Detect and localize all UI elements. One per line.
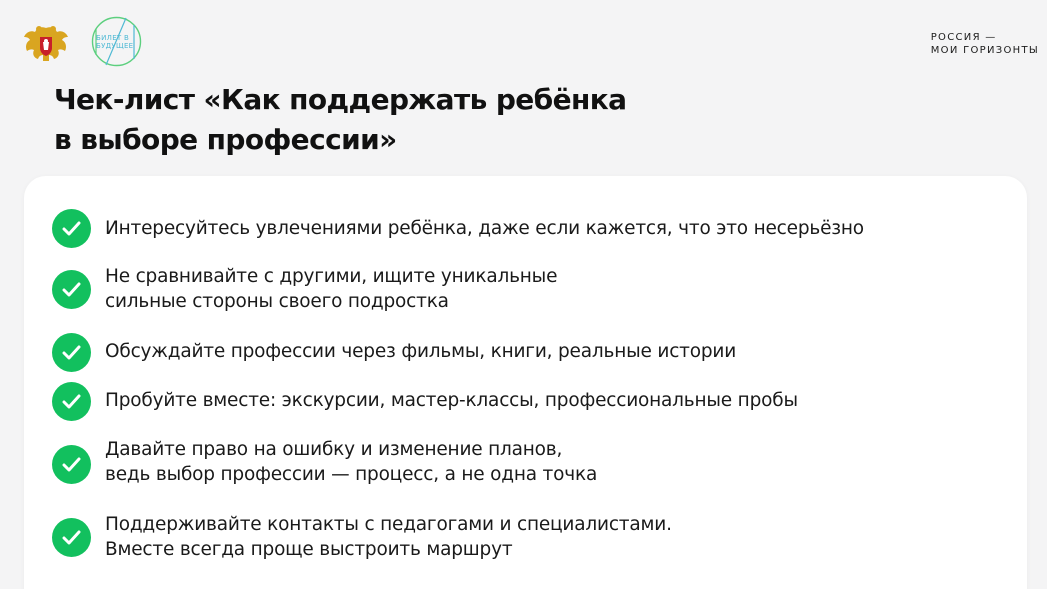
checklist-item-line-1: Пробуйте вместе: экскурсии, мастер-классы, профессиональные пробы	[105, 390, 798, 411]
brand-label	[931, 31, 1039, 57]
checklist-item-line-1: Давайте право на ошибку и изменение планов,	[105, 439, 563, 460]
ticket-logo-wordmark	[96, 34, 140, 50]
ticket-logo-line-1: БИЛЕТ В	[96, 34, 130, 42]
coat-of-arms-icon	[22, 20, 70, 68]
checklist-item-line-1: Обсуждайте профессии через фильмы, книги, реальные истории	[105, 341, 737, 362]
checklist-item-line-1: Не сравнивайте с другими, ищите уникальные	[105, 266, 558, 287]
checklist-item-line-2: Вместе всегда проще выстроить маршрут	[105, 539, 513, 560]
title-line-1: Чек-лист «Как поддержать ребёнка	[54, 83, 627, 116]
checklist-item-text	[105, 264, 1005, 314]
checklist-item-text	[105, 512, 1005, 562]
checklist-item-text	[105, 388, 1005, 413]
page-title	[54, 80, 626, 160]
check-circle-icon	[52, 518, 91, 557]
checklist-item-text	[105, 216, 1005, 241]
check-circle-icon	[52, 445, 91, 484]
check-circle-icon	[52, 333, 91, 372]
checklist-item-text	[105, 339, 1005, 364]
brand-label-line-1: РОССИЯ —	[930, 32, 997, 43]
checklist-item-line-1: Поддерживайте контакты с педагогами и специалистами.	[105, 514, 672, 535]
checklist-item-line-2: ведь выбор профессии — процесс, а не одна точка	[105, 464, 598, 485]
checklist-item-line-1: Интересуйтесь увлечениями ребёнка, даже если кажется, что это несерьёзно	[105, 218, 864, 239]
title-line-2: в выборе профессии»	[54, 123, 397, 156]
check-circle-icon	[52, 209, 91, 248]
checklist-item-line-2: сильные стороны своего подростка	[105, 291, 449, 312]
brand-label-line-2: МОИ ГОРИЗОНТЫ	[930, 45, 1039, 56]
check-circle-icon	[52, 382, 91, 421]
check-circle-icon	[52, 270, 91, 309]
ticket-logo-line-2: БУДУЩЕЕ	[96, 42, 134, 50]
checklist-item-text	[105, 437, 1005, 487]
